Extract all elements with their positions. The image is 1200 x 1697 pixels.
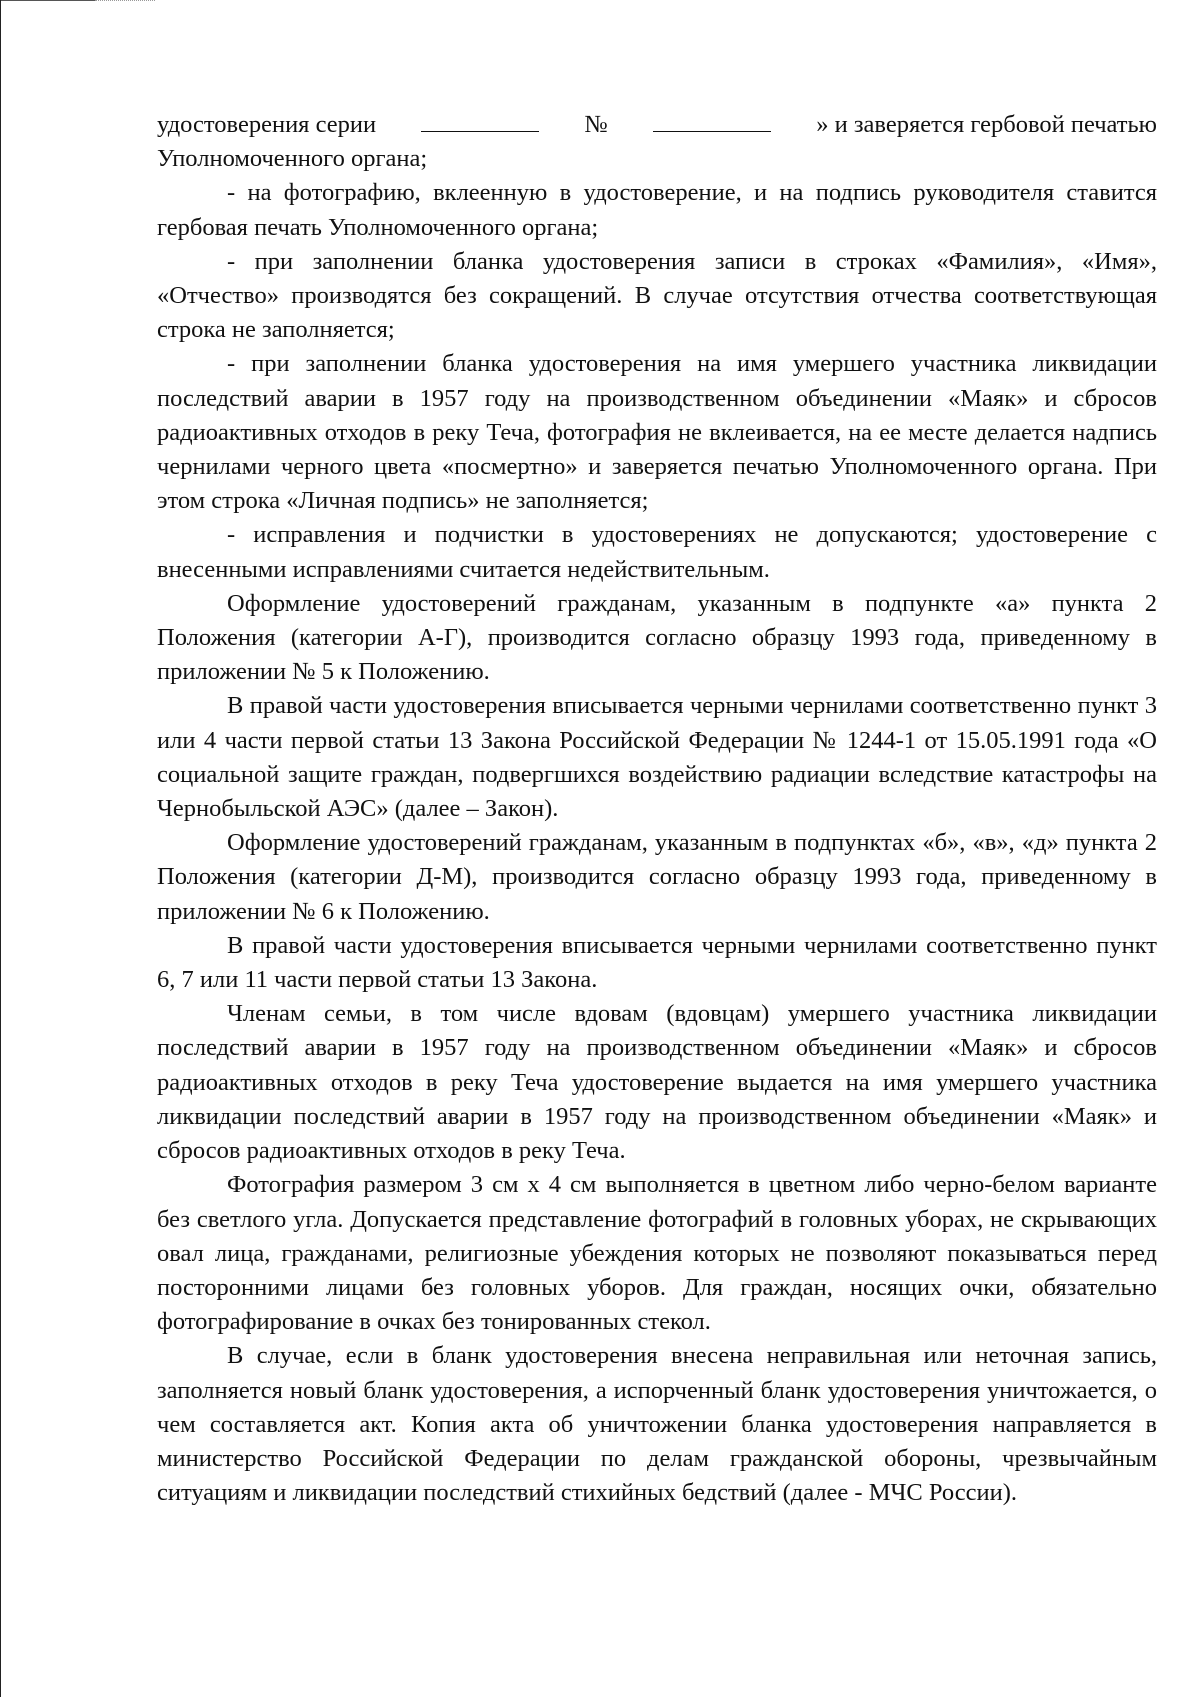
- paragraph: - при заполнении бланка удостоверения записи в строках «Фамилия», «Имя», «Отчество» производятся без сокращений. В случае отсутствия отчества соответствующая строка не заполняется;: [157, 247, 1157, 344]
- paragraph: - при заполнении бланка удостоверения на имя умершего участника ликвидации последствий аварии в 1957 году на производственном объединении «Маяк» и сбросов радиоактивных отходов в реку Теча, фотография не вклеивается, на ее месте делается надпись чернилами черного цвета «посмертно» и заверяется печатью Уполномоченного органа. При этом строка «Личная подпись» не заполняется;: [157, 350, 1157, 515]
- scan-edge-left: [0, 0, 1, 1697]
- paragraph: Оформление удостоверений гражданам, указанным в подпункте «а» пункта 2 Положения (категории А-Г), производится согласно образцу 1993 года, приведенному в приложении № 5 к Положению.: [157, 589, 1157, 686]
- paragraph: - на фотографию, вклеенную в удостоверение, и на подпись руководителя ставится гербовая печать Уполномоченного органа;: [157, 179, 1157, 241]
- certificate-series-tail: » и заверяется гербовой печатью: [816, 111, 1157, 138]
- paragraph: Фотография размером 3 см х 4 см выполняется в цветном либо черно-белом варианте без светлого угла. Допускается представление фотографий в головных уборах, не скрывающих овал лица, гражданами, религиозные убеждения которых не позволяют показываться перед посторонними лицами без головных уборов. Для граждан, носящих очки, обязательно фотографирование в очках без тонированных стекол.: [157, 1171, 1157, 1336]
- paragraph: В случае, если в бланк удостоверения внесена неправильная или неточная запись, заполняется новый бланк удостоверения, а испорченный бланк удостоверения уничтожается, о чем составляется акт. Копия акта об уничтожении бланка удостоверения направляется в министерство Российской Федерации по делам гражданской обороны, чрезвычайным ситуациям и ликвидации последствий стихийных бедствий (далее - МЧС России).: [157, 1342, 1157, 1507]
- scan-edge-top-dots: [95, 0, 155, 2]
- paragraph: Оформление удостоверений гражданам, указанным в подпунктах «б», «в», «д» пункта 2 Положения (категории Д-М), производится согласно образцу 1993 года, приведенному в приложении № 6 к Положению.: [157, 829, 1157, 925]
- number-sign: №: [584, 111, 608, 138]
- paragraph: - исправления и подчистки в удостоверениях не допускаются; удостоверение с внесенными исправлениями считается недействительным.: [157, 521, 1157, 583]
- paragraph-0: [157, 108, 1157, 176]
- series-blank-line: [421, 109, 539, 132]
- certificate-series-label: удостоверения серии: [157, 111, 377, 138]
- paragraph: Членам семьи, в том числе вдовам (вдовцам) умершего участника ликвидации последствий аварии в 1957 году на производственном объединении «Маяк» и сбросов радиоактивных отходов в реку Теча удостоверение выдается на имя умершего участника ликвидации последствий аварии в 1957 году на производственном объединении «Маяк» и сбросов радиоактивных отходов в реку Теча.: [157, 1000, 1157, 1165]
- number-blank-line: [653, 109, 771, 132]
- document-body: [157, 108, 1157, 1510]
- paragraph: В правой части удостоверения вписывается черными чернилами соответственно пункт 6, 7 или 11 части первой статьи 13 Закона.: [157, 931, 1157, 994]
- paragraph: В правой части удостоверения вписывается черными чернилами соответственно пункт 3 или 4 части первой статьи 13 Закона Российской Федерации № 1244-1 от 15.05.1991 года «О социальной защите граждан, подвергшихся воздействию радиации вследствие катастрофы на Чернобыльской АЭС» (далее – Закон).: [157, 692, 1157, 823]
- paragraph-0-second-line: Уполномоченного органа;: [157, 145, 428, 173]
- paragraph-0-first-line: [157, 108, 1157, 142]
- scan-edge-top: [0, 0, 95, 2]
